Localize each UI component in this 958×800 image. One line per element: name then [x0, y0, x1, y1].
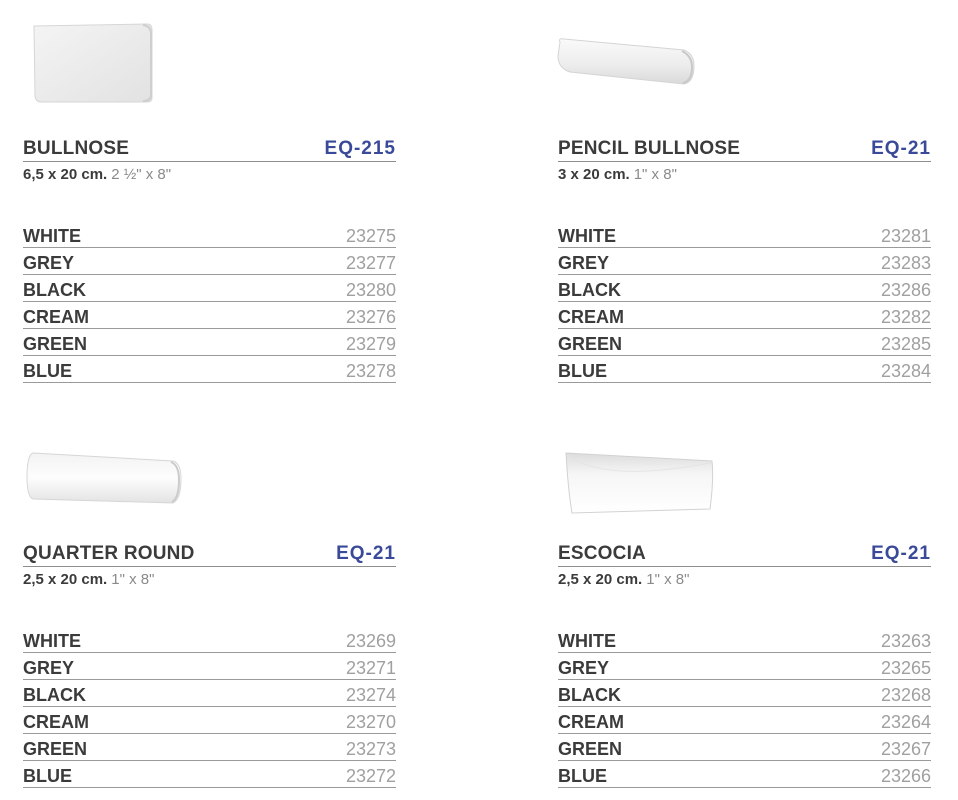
product-code: EQ-21	[871, 543, 931, 564]
variant-ref: 23263	[880, 631, 931, 651]
variant-list	[23, 627, 396, 789]
variant-row	[23, 357, 396, 383]
variant-ref: 23264	[880, 712, 931, 732]
variant-ref: 23275	[345, 226, 396, 246]
variant-ref: 23269	[345, 631, 396, 651]
size-imperial: 1" x 8"	[111, 571, 155, 588]
variant-color: BLACK	[558, 685, 621, 705]
variant-ref: 23286	[880, 280, 931, 300]
product-size	[558, 166, 677, 183]
variant-ref: 23276	[345, 307, 396, 327]
size-metric: 2,5 x 20 cm.	[558, 571, 643, 588]
product-code: EQ-21	[336, 543, 396, 564]
variant-ref: 23278	[345, 361, 396, 381]
variant-list	[558, 222, 931, 384]
variant-color: GREY	[558, 253, 610, 273]
variant-ref: 23271	[345, 658, 396, 678]
escocia-tile-image	[564, 449, 716, 519]
product-name: QUARTER ROUND	[23, 543, 195, 564]
variant-color: CREAM	[23, 307, 89, 327]
variant-row	[558, 654, 931, 680]
variant-color: BLUE	[23, 766, 72, 786]
variant-row	[558, 735, 931, 761]
variant-color: BLACK	[23, 685, 86, 705]
variant-color: WHITE	[558, 631, 616, 651]
size-imperial: 1" x 8"	[646, 571, 690, 588]
variant-list	[23, 222, 396, 384]
variant-row	[558, 330, 931, 356]
variant-ref: 23267	[880, 739, 931, 759]
product-header	[23, 137, 396, 162]
product-header	[558, 137, 931, 162]
variant-color: WHITE	[558, 226, 616, 246]
variant-row	[558, 681, 931, 707]
product-code: EQ-21	[871, 138, 931, 159]
size-metric: 2,5 x 20 cm.	[23, 571, 108, 588]
size-imperial: 2 ½" x 8"	[111, 166, 172, 183]
product-name: BULLNOSE	[23, 138, 130, 159]
size-metric: 6,5 x 20 cm.	[23, 166, 108, 183]
size-imperial: 1" x 8"	[633, 166, 677, 183]
variant-row	[558, 762, 931, 788]
variant-ref: 23270	[345, 712, 396, 732]
variant-row	[558, 708, 931, 734]
variant-color: GREEN	[23, 739, 88, 759]
variant-color: BLACK	[23, 280, 86, 300]
variant-row	[558, 249, 931, 275]
product-name: PENCIL BULLNOSE	[558, 138, 741, 159]
variant-ref: 23265	[880, 658, 931, 678]
variant-ref: 23284	[880, 361, 931, 381]
variant-row	[23, 330, 396, 356]
variant-color: GREY	[23, 658, 75, 678]
variant-color: CREAM	[558, 307, 624, 327]
variant-ref: 23268	[880, 685, 931, 705]
variant-color: BLUE	[23, 361, 72, 381]
variant-row	[558, 276, 931, 302]
variant-ref: 23285	[880, 334, 931, 354]
variant-row	[23, 681, 396, 707]
variant-list	[558, 627, 931, 789]
variant-color: WHITE	[23, 631, 81, 651]
variant-color: BLACK	[558, 280, 621, 300]
variant-row	[23, 276, 396, 302]
variant-row	[558, 357, 931, 383]
product-header	[23, 542, 396, 567]
pencil-bullnose-tile-image	[556, 36, 696, 88]
variant-ref: 23266	[880, 766, 931, 786]
variant-row	[23, 735, 396, 761]
variant-ref: 23273	[345, 739, 396, 759]
variant-row	[558, 627, 931, 653]
variant-color: BLUE	[558, 361, 607, 381]
variant-row	[23, 762, 396, 788]
variant-ref: 23272	[345, 766, 396, 786]
variant-ref: 23279	[345, 334, 396, 354]
variant-row	[558, 303, 931, 329]
variant-ref: 23274	[345, 685, 396, 705]
variant-color: BLUE	[558, 766, 607, 786]
quarter-round-tile-image	[25, 451, 183, 507]
variant-row	[23, 654, 396, 680]
variant-row	[23, 627, 396, 653]
product-size	[558, 571, 689, 588]
variant-ref: 23281	[880, 226, 931, 246]
variant-color: GREY	[558, 658, 610, 678]
variant-ref: 23280	[345, 280, 396, 300]
product-size	[23, 571, 154, 588]
variant-ref: 23282	[880, 307, 931, 327]
variant-color: GREY	[23, 253, 75, 273]
variant-color: CREAM	[23, 712, 89, 732]
bullnose-tile-image	[31, 22, 153, 104]
variant-color: GREEN	[23, 334, 88, 354]
variant-color: WHITE	[23, 226, 81, 246]
product-header	[558, 542, 931, 567]
variant-row	[23, 249, 396, 275]
size-metric: 3 x 20 cm.	[558, 166, 630, 183]
variant-color: GREEN	[558, 739, 623, 759]
product-name: ESCOCIA	[558, 543, 646, 564]
variant-row	[23, 222, 396, 248]
variant-row	[558, 222, 931, 248]
variant-color: GREEN	[558, 334, 623, 354]
variant-row	[23, 303, 396, 329]
variant-row	[23, 708, 396, 734]
product-size	[23, 166, 171, 183]
variant-ref: 23283	[880, 253, 931, 273]
variant-ref: 23277	[345, 253, 396, 273]
product-code: EQ-215	[324, 138, 396, 159]
variant-color: CREAM	[558, 712, 624, 732]
